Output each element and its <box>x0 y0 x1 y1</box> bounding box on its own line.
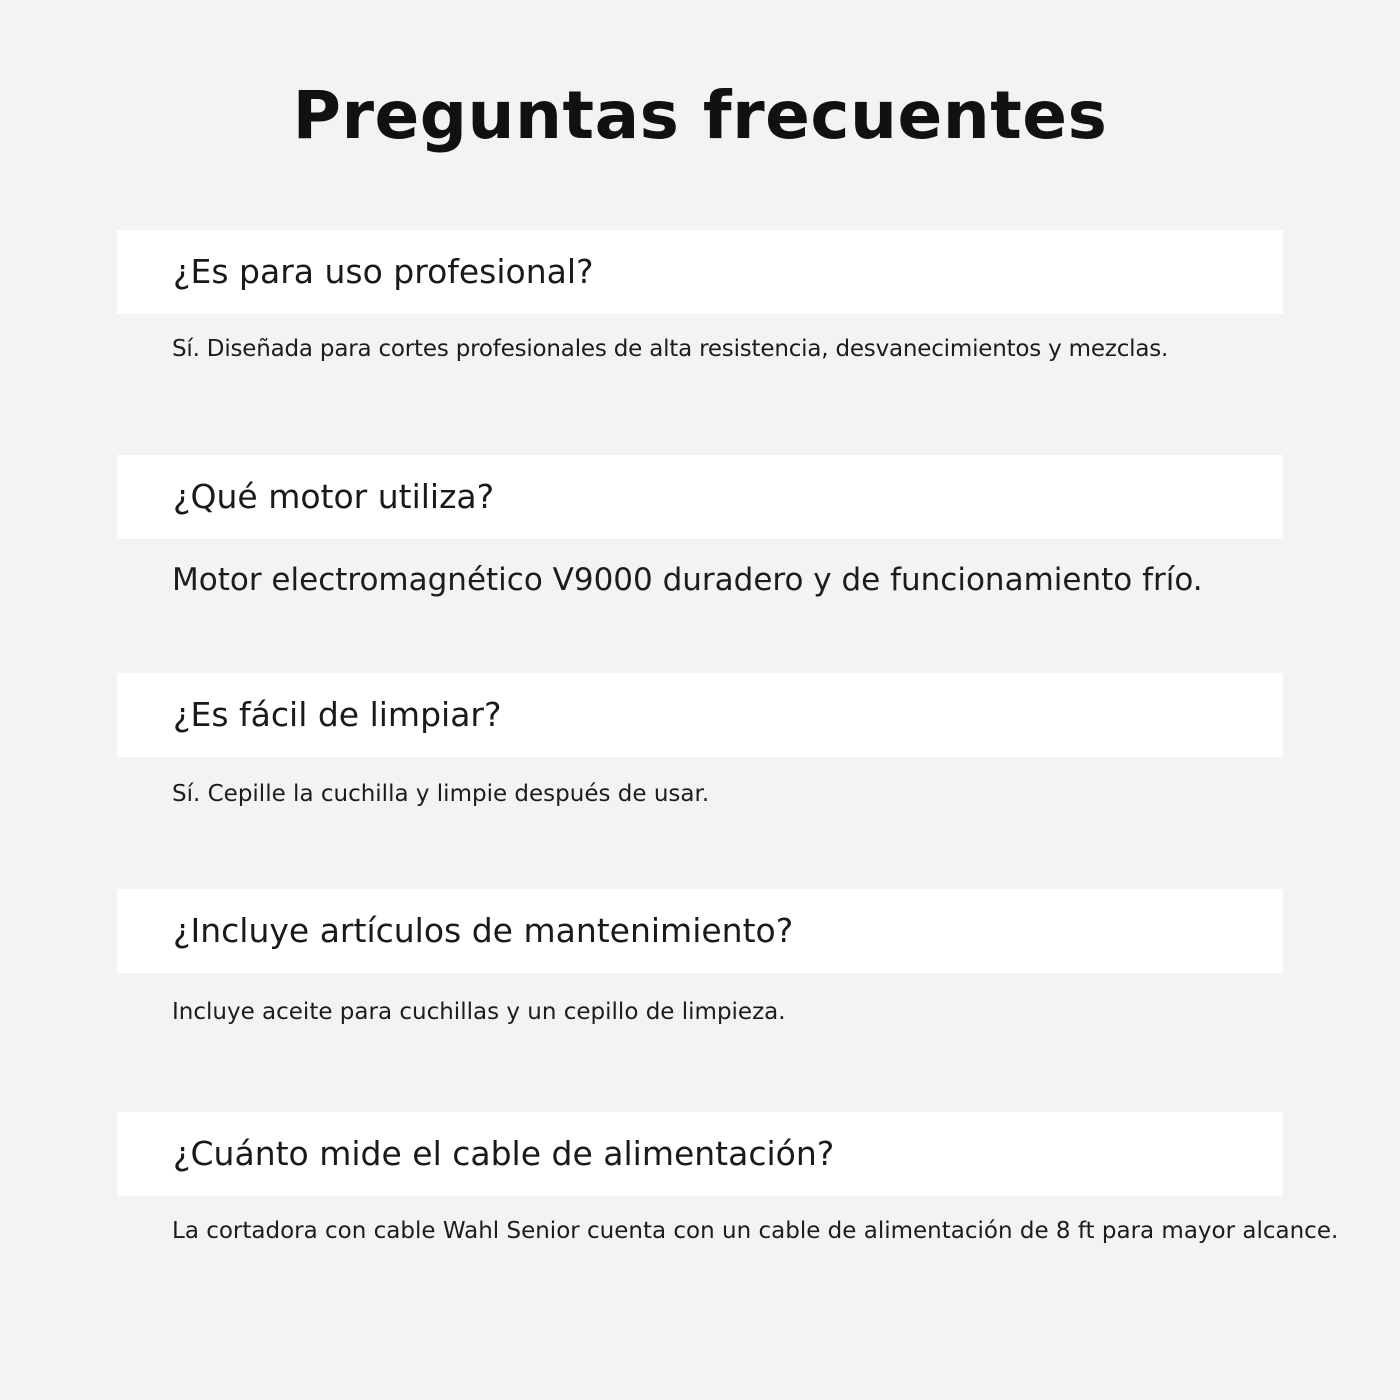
page-title: Preguntas frecuentes <box>292 77 1108 154</box>
faq-answer-maintenance-items: Incluye aceite para cuchillas y un cepillo de limpieza. <box>172 999 786 1025</box>
faq-question-power-cable[interactable] <box>117 1112 1283 1196</box>
faq-question-text: ¿Qué motor utiliza? <box>173 477 495 516</box>
faq-answer-professional-use: Sí. Diseñada para cortes profesionales de alta resistencia, desvanecimientos y mezclas. <box>172 336 1169 362</box>
faq-answer-power-cable: La cortadora con cable Wahl Senior cuenta con un cable de alimentación de 8 ft para mayor alcance. <box>172 1218 1339 1244</box>
faq-question-motor[interactable] <box>117 455 1283 539</box>
faq-question-text: ¿Es fácil de limpiar? <box>173 695 502 734</box>
faq-question-text: ¿Es para uso profesional? <box>173 252 594 291</box>
faq-answer-motor: Motor electromagnético V9000 duradero y de funcionamiento frío. <box>172 562 1203 598</box>
faq-question-text: ¿Cuánto mide el cable de alimentación? <box>173 1134 835 1173</box>
faq-question-text: ¿Incluye artículos de mantenimiento? <box>173 911 794 950</box>
faq-answer-cleaning: Sí. Cepille la cuchilla y limpie después de usar. <box>172 781 710 807</box>
faq-question-cleaning[interactable] <box>117 673 1283 757</box>
faq-question-professional-use[interactable] <box>117 230 1283 314</box>
faq-question-maintenance-items[interactable] <box>117 889 1283 973</box>
